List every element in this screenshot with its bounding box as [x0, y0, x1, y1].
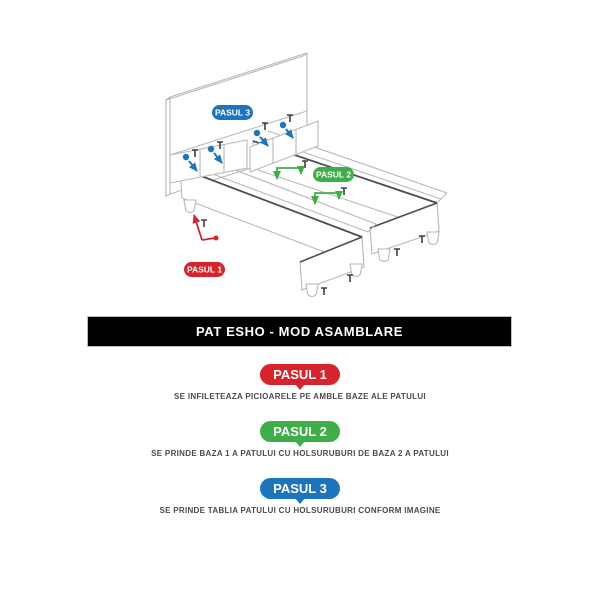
- step-3-badge: [260, 478, 340, 499]
- leg-icon: [427, 232, 439, 245]
- svg-text:PASUL 1: PASUL 1: [186, 264, 223, 275]
- leg-icon: [184, 200, 196, 213]
- red-arrow-icon: [194, 215, 215, 240]
- step-2-label: PASUL 2: [273, 424, 327, 439]
- svg-text:PASUL 3: PASUL 3: [214, 107, 251, 118]
- leg-icon: [306, 284, 318, 297]
- step1-annotations: [184, 215, 225, 277]
- svg-text:PASUL 2: PASUL 2: [315, 169, 352, 180]
- screw-icon: [201, 220, 207, 227]
- red-dot: [214, 236, 219, 241]
- diagram-badge-pasul-2: [313, 167, 354, 182]
- step-2-description: SE PRINDE BAZA 1 A PATULUI CU HOLSURUBURI DE BAZA 2 A PATULUI: [151, 449, 449, 458]
- step-3-description: SE PRINDE TABLIA PATULUI CU HOLSURUBURI CONFORM IMAGINE: [159, 506, 441, 515]
- step-2-section: [0, 421, 600, 458]
- step-3-label: PASUL 3: [273, 481, 327, 496]
- step-3-section: [0, 478, 600, 515]
- title-banner: [87, 316, 512, 347]
- diagram-badge-pasul-3: [212, 105, 253, 120]
- step-1-section: [0, 364, 600, 401]
- leg-icon: [378, 249, 390, 262]
- step-1-badge: [260, 364, 340, 385]
- step-2-badge: [260, 421, 340, 442]
- step-1-label: PASUL 1: [273, 367, 327, 382]
- step-1-description: SE INFILETEAZA PICIOARELE PE AMBLE BAZE ALE PATULUI: [174, 392, 426, 401]
- diagram-badge-pasul-1: [184, 262, 225, 277]
- page-title: PAT ESHO - MOD ASAMBLARE: [196, 324, 403, 339]
